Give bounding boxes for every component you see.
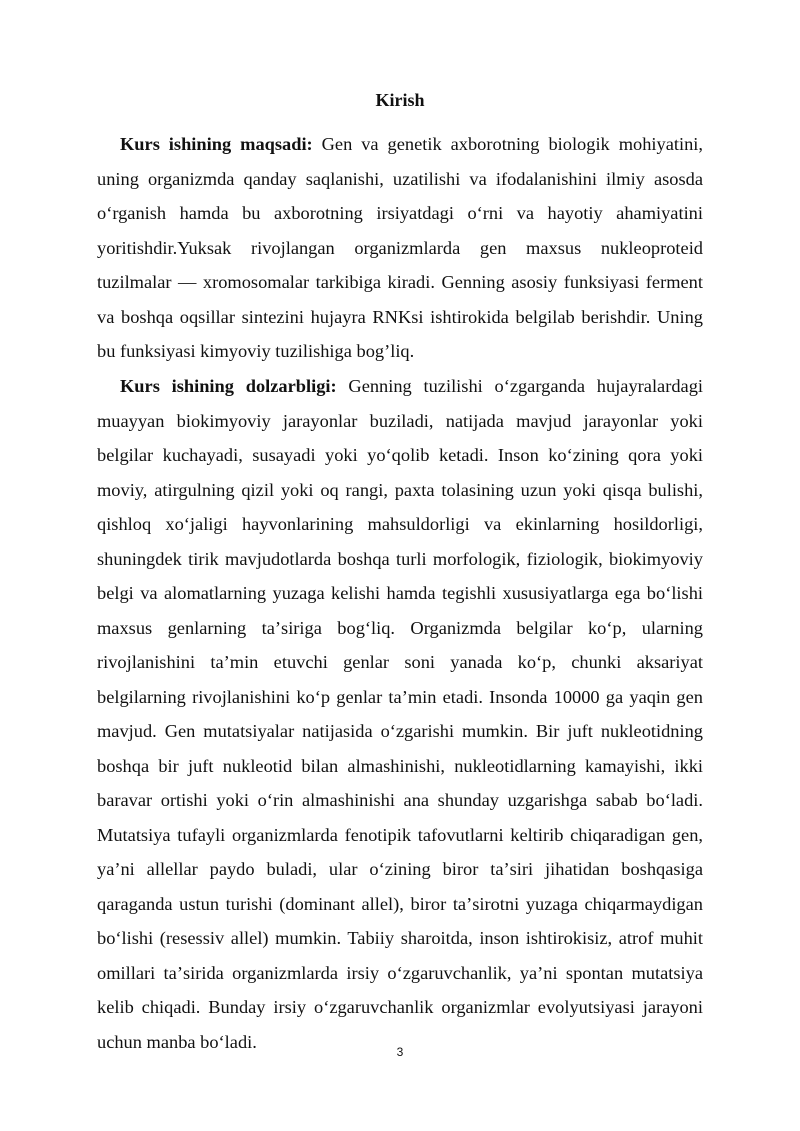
paragraph-relevance: [97, 369, 703, 1059]
paragraph-body-relevance: Genning tuzilishi oʻzgarganda hujayralardagi muayyan biokimyoviy jarayonlar buziladi, natijada mavjud jarayonlar yoki belgilar kuchayadi, susayadi yoki yoʻqolib ketadi. Inson koʻzining qora yoki moviy, atirgulning qizil yoki oq rangi, paxta tolasining uzun yoki qisqa bulishi, qishloq xoʻjaligi hayvonlarining mahsuldorligi va ekinlarning hosildorligi, shuningdek tirik mavjudotlarda boshqa turli morfologik, fiziologik, biokimyoviy belgi va alomatlarning yuzaga kelishi hamda tegishli xususiyatlarga ega boʻlishi maxsus genlarning taʼsiriga bogʻliq. Organizmda belgilar koʻp, ularning rivojlanishini taʼmin etuvchi genlar soni yanada koʻp, chunki aksariyat belgilarning rivojlanishini koʻp genlar taʼmin etadi. Insonda 10000 ga yaqin gen mavjud. Gen mutatsiyalar natijasida oʻzgarishi mumkin. Bir juft nukleotidning boshqa bir juft nukleotid bilan almashinishi, nukleotidlarning kamayishi, ikki baravar ortishi yoki oʻrin almashinishi ana shunday uzgarishga sabab boʻladi. Mutatsiya tufayli organizmlarda fenotipik tafovutlarni keltirib chiqaradigan gen, yaʼni allellar paydo buladi, ular oʻzining biror taʼsiri jihatidan boshqasiga qaraganda ustun turishi (dominant allel), biror taʼsirotni yuzaga chiqarmaydigan boʻlishi (resessiv allel) mumkin. Tabiiy sharoitda, inson ishtirokisiz, atrof muhit omillari taʼsirida organizmlarda irsiy oʻzgaruvchanlik, yaʼni spontan mutatsiya kelib chiqadi. Bunday irsiy oʻzgaruvchanlik organizmlar evolyutsiyasi jarayoni uchun manba boʻladi.: [97, 376, 704, 1052]
page-number: 3: [396, 1045, 404, 1059]
paragraph-lead-goal: Kurs ishining maqsadi:: [120, 134, 313, 154]
page-title: Kirish: [375, 90, 425, 110]
paragraph-goal: [97, 127, 703, 369]
paragraph-body-goal: Gen va genetik axborotning biologik mohiyatini, uning organizmda qanday saqlanishi, uzatilishi va ifodalanishini ilmiy asosda oʻrganish hamda bu axborotning irsiyatdagi oʻrni va hayotiy ahamiyatini yoritishdir.Yuksak rivojlangan organizmlarda gen maxsus nukleoproteid tuzilmalar — xromosomalar tarkibiga kiradi. Genning asosiy funksiyasi ferment va boshqa oqsillar sintezini hujayra RNKsi ishtirokida belgilab berishdir. Uning bu funksiyasi kimyoviy tuzilishiga bog’liq.: [97, 134, 703, 361]
paragraph-lead-relevance: Kurs ishining dolzarbligi:: [120, 376, 337, 396]
